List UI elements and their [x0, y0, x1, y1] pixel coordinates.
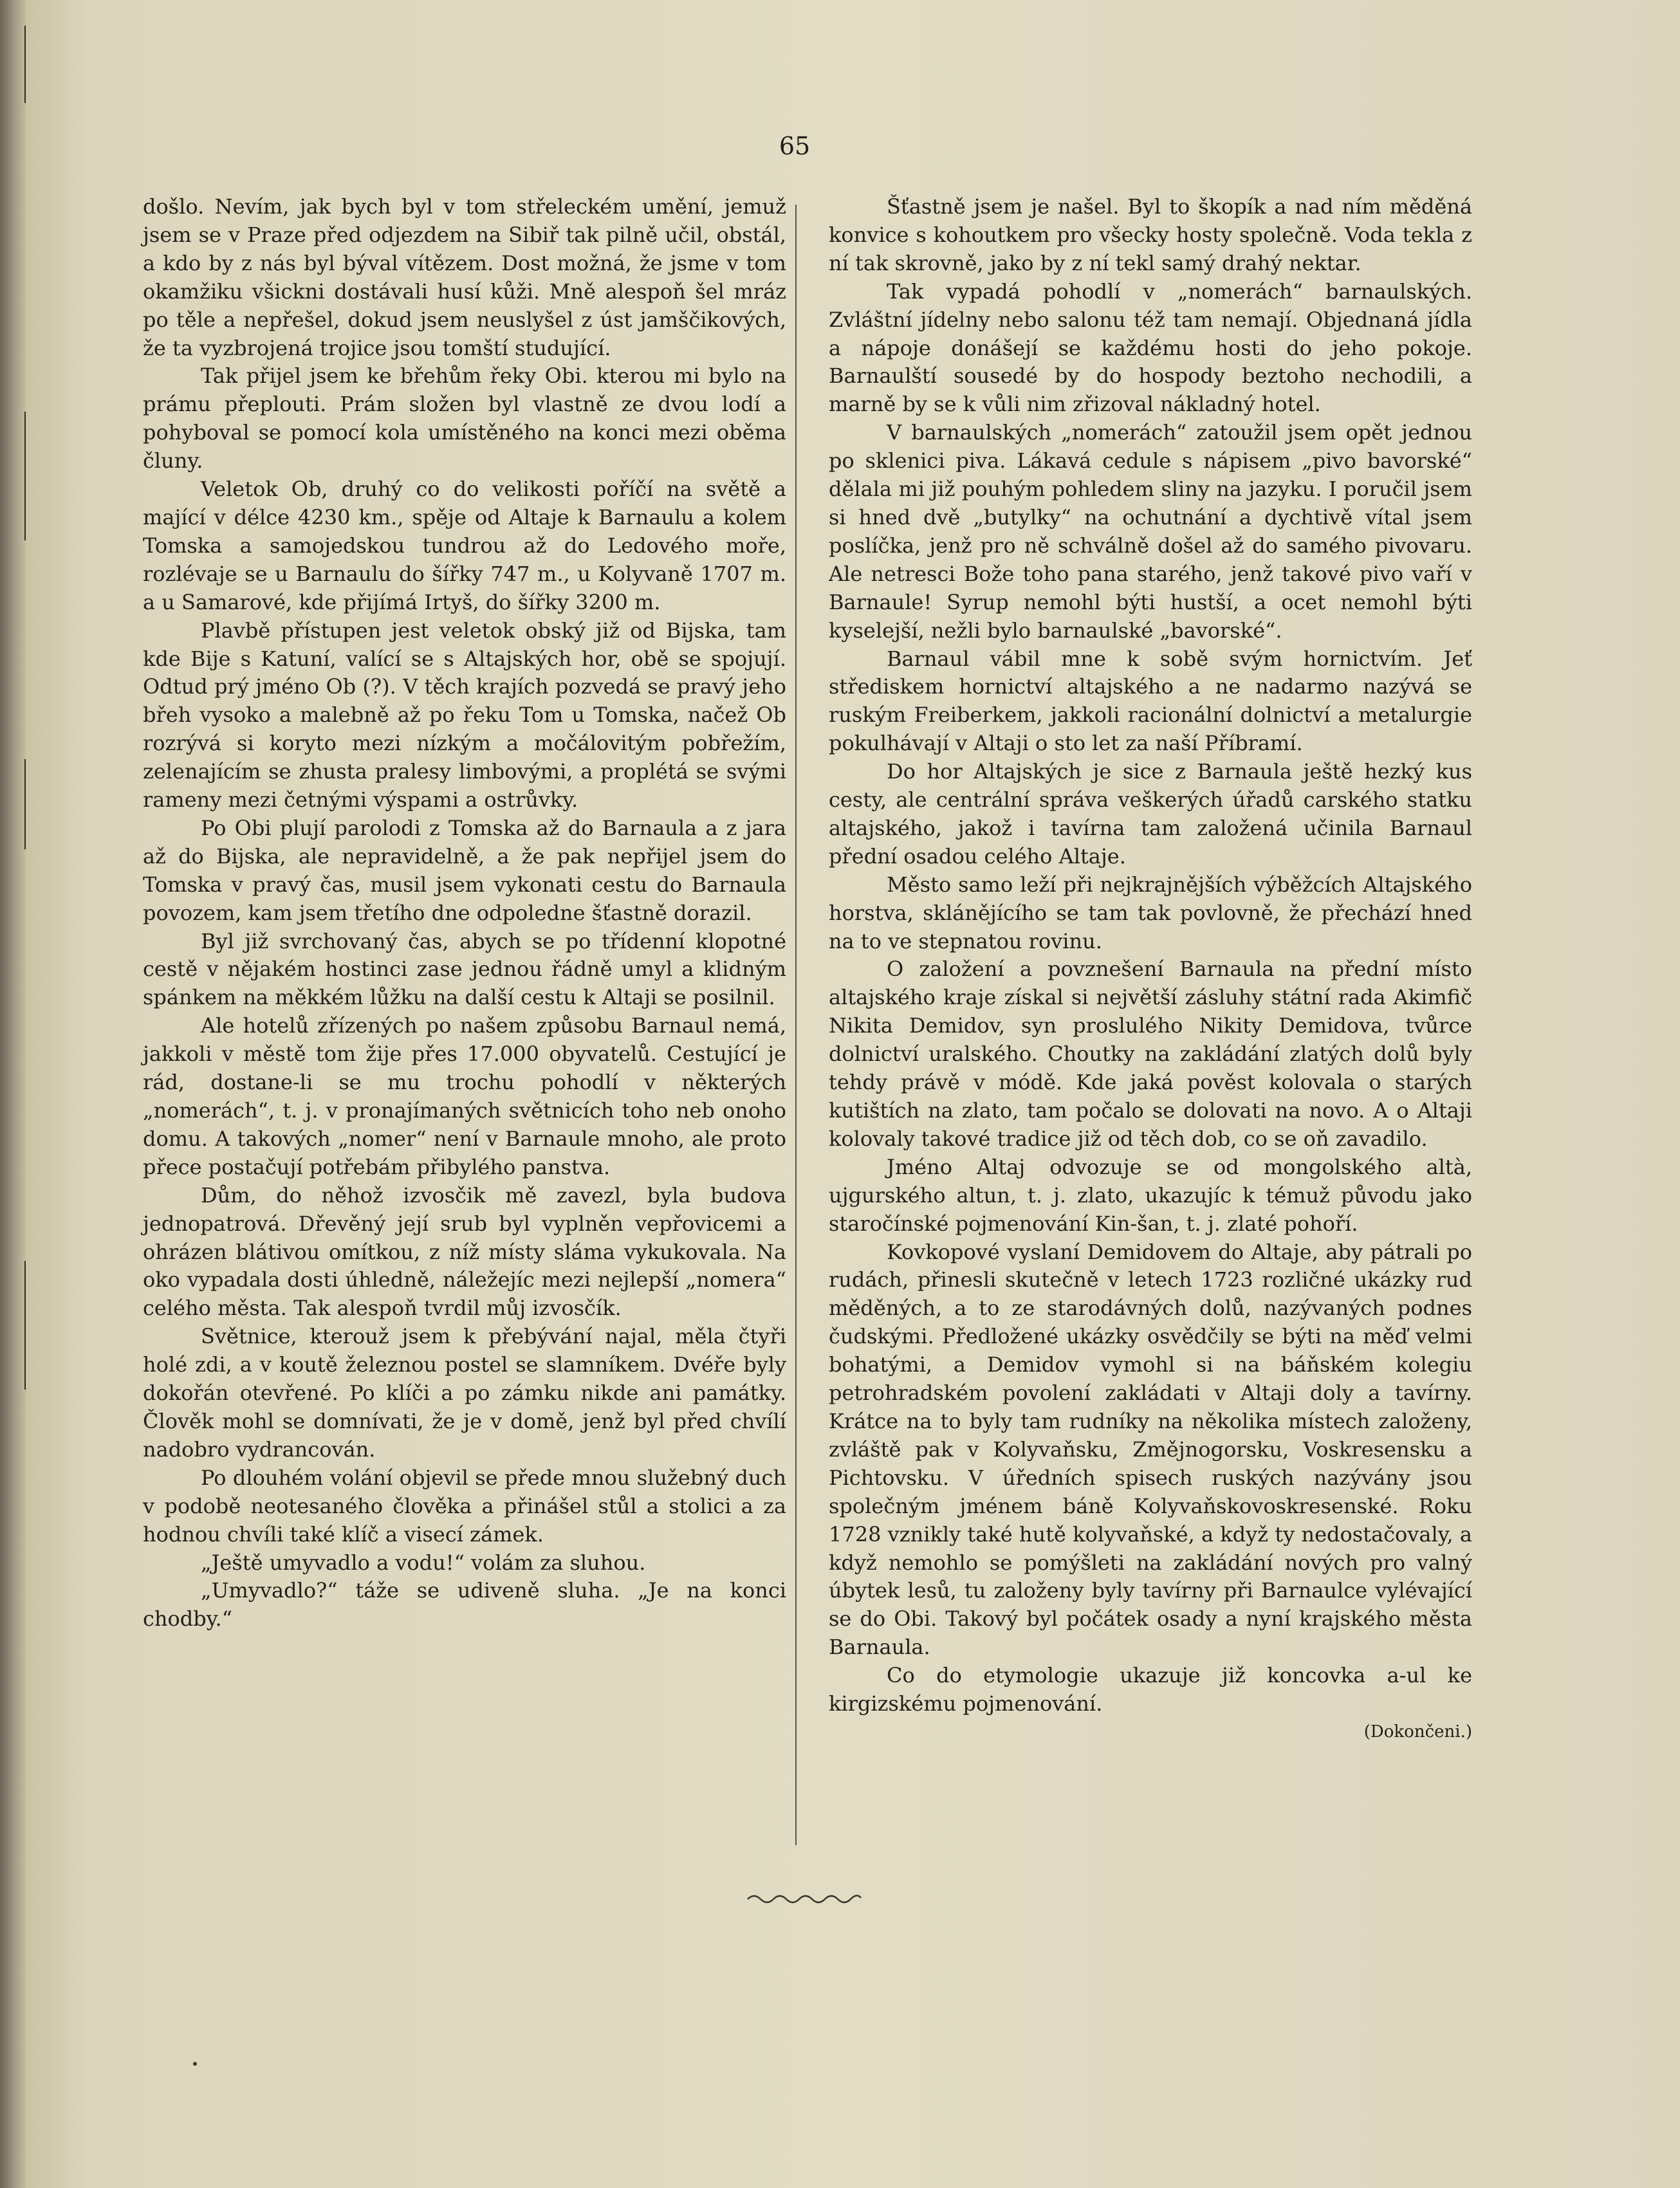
right-column	[829, 193, 1472, 1747]
paragraph: Co do etymologie ukazuje již koncovka a-ul ke kirgizskému pojmenování.	[829, 1663, 1472, 1716]
paragraph: Světnice, kterouž jsem k přebývání najal, měla čtyři holé zdi, a v koutě železnou postel se slamníkem. Dvéře byly dokořán otevřené. Po klíči a po zámku nikde ani památky. Člověk mohl se domnívati, že je v domě, jenž byl před chvílí nadobro vydrancován.	[143, 1324, 786, 1462]
closing-note: (Dokončeni.)	[1363, 1722, 1472, 1742]
paragraph: Plavbě přístupen jest veletok obský již od Bijska, tam kde Bije s Katuní, valící se s Altajských hor, obě se spojují. Odtud prý jméno Ob (?). V těch krajích pozvedá se pravý jeho břeh vysoko a malebně až po řeku Tom u Tomska, načež Ob rozrývá si koryto mezi nízkým a močálovitým pobřežím, zelenajícím se zhusta pralesy limbovými, a proplétá se svými rameny mezi četnými výspami a ostrůvky.	[143, 618, 786, 813]
paragraph: Kovkopové vyslaní Demidovem do Altaje, aby pátrali po rudách, přinesli skutečně v letech 1723 rozličné ukázky rud měděných, a to ze starodávných dolů, nazývaných podnes čudskými. Předložené ukázky osvědčily se býti na měď velmi bohatými, a Demidov vymohl si na báňském kolegiu petrohradském povolení zakládati v Altaji doly a tavírny. Krátce na to byly tam rudníky na několika místech založeny, zvláště pak v Kolyvaňsku, Změjnogorsku, Voskresensku a Pichtovsku. V úředních spisech ruských nazývány jsou společným jménem báně Kolyvaňskovoskresenské. Roku 1728 vznikly také hutě kolyvaňské, a když ty nedostačovaly, a když nemohlo se pomýšleti na zakládání nových pro valný úbytek lesů, tu založeny byly tavírny při Barnaulce vylévající se do Obi. Takový byl počátek osady a nyní krajského města Barnaula.	[829, 1239, 1472, 1660]
paragraph: „Ještě umyvadlo a vodu!“ volám za sluhou.	[201, 1550, 646, 1575]
paragraph: Do hor Altajských je sice z Barnaula ještě hezký kus cesty, ale centrální správa veškerých úřadů carského statku altajského, jakož i tavírna tam založená učinila Barnaul přední osadou celého Altaje.	[829, 759, 1472, 869]
left-column	[143, 193, 786, 1633]
paragraph: V barnaulských „nomerách“ zatoužil jsem opět jednou po sklenici piva. Lákavá cedule s nápisem „pivo bavorské“ dělala mi již pouhým pohledem sliny na jazyku. I poručil jsem si hned dvě „butylky“ na ochutnání a dychtivě vítal jsem poslíčka, jenž pro ně schválně došel až do samého pivovaru. Ale netresci Bože toho pana starého, jenž takové pivo vaří v Barnaule! Syrup nemohl býti hustší, a ocet nemohl býti kyselejší, nežli bylo barnaulské „bavorské“.	[829, 420, 1472, 643]
paragraph: O založení a povznešení Barnaula na přední místo altajského kraje získal si největší zásluhy státní rada Akimfič Nikita Demidov, syn proslulého Nikity Demidova, tvůrce dolnictví uralského. Choutky na zakládání zlatých dolů byly tehdy právě v módě. Kde jaká pověst kolovala o starých kutištích na zlato, tam počalo se dolovati na novo. A o Altaji kolovaly takové tradice již od těch dob, co se oň zavadilo.	[829, 957, 1472, 1151]
paragraph: Veletok Ob, druhý co do velikosti poříčí na světě a mající v délce 4230 km., spěje od Altaje k Barnaulu a kolem Tomska a samojedskou tundrou až do Ledového moře, rozlévaje se u Barnaulu do šířky 747 m., u Kolyvaně 1707 m. a u Samarové, kde přijímá Irtyš, do šířky 3200 m.	[143, 477, 786, 614]
paragraph: Tak přijel jsem ke břehům řeky Obi. kterou mi bylo na prámu přeplouti. Prám složen byl vlastně ze dvou lodí a pohyboval se pomocí kola umístěného na konci mezi oběma čluny.	[143, 363, 786, 473]
column-divider	[795, 205, 797, 1845]
paragraph: Po dlouhém volání objevil se přede mnou služebný duch v podobě neotesaného člověka a přinášel stůl a stolici a za hodnou chvíli také klíč a visecí zámek.	[143, 1465, 786, 1547]
paragraph: Šťastně jsem je našel. Byl to škopík a nad ním měděná konvice s kohoutkem pro všecky hosty společně. Voda tekla z ní tak skrovně, jako by z ní tekl samý drahý nektar.	[829, 194, 1472, 275]
paragraph: Byl již svrchovaný čas, abych se po třídenní klopotné cestě v nějakém hostinci zase jednou řádně umyl a klidným spánkem na měkkém lůžku na další cestu k Altaji se posilnil.	[143, 928, 786, 1010]
book-binding	[0, 0, 26, 2188]
paragraph: Po Obi plují parolodi z Tomska až do Barnaula a z jara až do Bijska, ale nepravidelně, a že pak nepřijel jsem do Tomska v pravý čas, musil jsem vykonati cestu do Barnaula povozem, kam jsem třetího dne odpoledne šťastně dorazil.	[143, 815, 786, 925]
paragraph: Město samo leží při nejkrajnějších výběžcích Altajského horstva, sklánějícího se tam tak povlovně, že přechází hned na to ve stepnatou rovinu.	[829, 872, 1472, 953]
paragraph: Barnaul vábil mne k sobě svým hornictvím. Jeť střediskem hornictví altajského a ne nadarmo nazývá se ruským Freiberkem, jakkoli racionální dolnictví a metalurgie pokulhávají v Altaji o sto let za naší Příbramí.	[829, 646, 1472, 756]
end-ornament	[746, 1890, 862, 1906]
paragraph: došlo. Nevím, jak bych byl v tom střeleckém umění, jemuž jsem se v Praze před odjezdem na Sibiř tak pilně učil, obstál, a kdo by z nás byl býval vítězem. Dost možná, že jsme v tom okamžiku všickni dostávali husí kůži. Mně alespoň šel mráz po těle a nepřešel, dokud jsem neuslyšel z úst jamščikových, že ta vyzbrojená trojice jsou tomští studující.	[143, 194, 786, 360]
paragraph: Jméno Altaj odvozuje se od mongolského altà, ujgurského altun, t. j. zlato, ukazujíc k témuž původu jako staročínské pojmenování Kin-šan, t. j. zlaté pohoří.	[829, 1154, 1472, 1236]
paragraph: Tak vypadá pohodlí v „nomerách“ barnaulských. Zvláštní jídelny nebo salonu též tam nemají. Objednaná jídla a nápoje donášejí se každému hosti do jeho pokoje. Barnaulští sousedé by do hospody beztoho nechodili, a marně by se k vůli nim zřizoval nákladný hotel.	[829, 279, 1472, 417]
paragraph: „Umyvadlo?“ táže se udiveně sluha. „Je na konci chodby.“	[143, 1578, 786, 1632]
page-number: 65	[779, 132, 811, 160]
paragraph: Ale hotelů zřízených po našem způsobu Barnaul nemá, jakkoli v městě tom žije přes 17.000 obyvatelů. Cestující je rád, dostane-li se mu trochu pohodlí v některých „nomerách“, t. j. v pronajímaných světnicích toho neb onoho domu. A takových „nomer“ není v Barnaule mnoho, ale proto přece postačují potřebám přibylého panstva.	[143, 1013, 786, 1179]
scan-speck	[193, 2062, 197, 2066]
paragraph: Dům, do něhož izvosčik mě zavezl, byla budova jednopatrová. Dřevěný její srub byl vyplněn vepřovicemi a ohrázen blátivou omítkou, z níž místy sláma vykukovala. Na oko vypadala dosti úhledně, náležejíc mezi nejlepší „nomera“ celého města. Tak alespoň tvrdil můj izvosčík.	[143, 1182, 786, 1321]
